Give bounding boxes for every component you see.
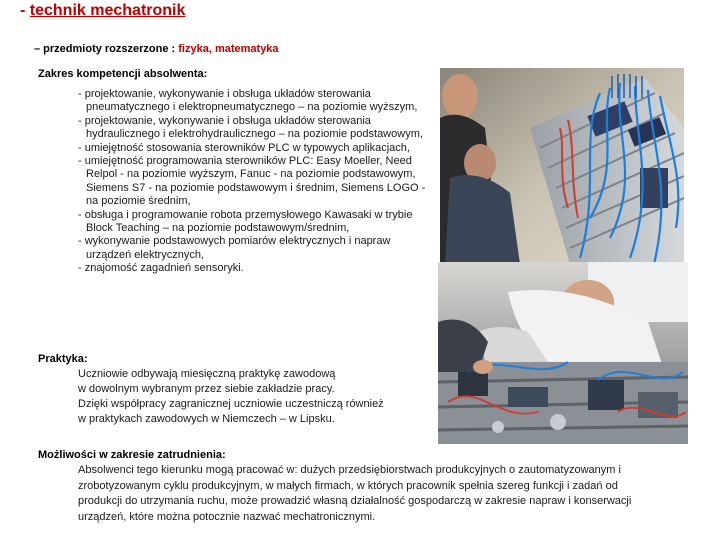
practice-text (78, 367, 428, 427)
list-item: - projektowanie, wykonywanie i obsługa układów sterowania hydraulicznego i elektrohydraulicznego – na poziomie podstawowym, (78, 114, 423, 141)
competence-list (78, 88, 428, 276)
photo-pneumatic-panel (440, 68, 684, 264)
page-title (20, 2, 185, 20)
title-text: technik mechatronik (29, 2, 186, 19)
subtitle-prefix: – przedmioty rozszerzone : (34, 43, 179, 55)
subtitle-highlight: fizyka, matematyka (178, 43, 279, 55)
list-item: - umiejętność programowania sterowników PLC: Easy Moeller, Need Relpol - na poziomie wyższym, Fanuc - na poziomie podstawowym, Siemens S7 - na poziomie podstawowym i średnim, Siemens LOGO - na poziomie średnim, (78, 155, 426, 208)
employment-text (78, 463, 698, 525)
employment-line: produkcji do utrzymania ruchu, może prowadzić własną działalność gospodarczą w zakresie napraw i konserwacji (78, 495, 632, 507)
subtitle (34, 43, 279, 55)
photo-mechatronic-station (438, 262, 688, 444)
employment-line: urządzeń, które można potocznie nazwać mechatronicznymi. (78, 510, 376, 523)
practice-line: w praktykach zawodowych w Niemczech – w Lipsku. (78, 413, 335, 425)
competence-heading: Zakres kompetencji absolwenta: (38, 68, 208, 80)
employment-heading: Możliwości w zakresie zatrudnienia: (38, 449, 226, 461)
practice-line: Dzięki współpracy zagranicznej uczniowie uczestniczą również (78, 398, 384, 410)
list-item: - znajomość zagadnień sensoryki. (78, 262, 244, 275)
list-item: - obsługa i programowanie robota przemysłowego Kawasaki w trybie Block Teaching – na poziomie podstawowym/średnim, (78, 208, 413, 235)
practice-line: w dowolnym wybranym przez siebie zakładzie pracy. (78, 383, 335, 395)
pneumatic-panel-illustration (440, 68, 684, 264)
list-item: - umiejętność stosowania sterowników PLC w typowych aplikacjach, (78, 141, 410, 154)
mechatronic-station-illustration (438, 262, 688, 444)
list-item: - wykonywanie podstawowych pomiarów elektrycznych i napraw urządzeń elektrycznych, (78, 235, 391, 261)
list-item: - projektowanie, wykonywanie i obsługa układów sterowania pneumatycznego i elektropneumatycznego – na poziomie wyższym, (78, 88, 418, 114)
title-dash: - (20, 2, 30, 19)
employment-line: Absolwenci tego kierunku mogą pracować w: dużych przedsiębiorstwach produkcyjnych o zautomatyzowanym i (78, 464, 621, 476)
practice-heading: Praktyka: (38, 353, 88, 365)
practice-line: Uczniowie odbywają miesięczną praktykę zawodową (78, 368, 336, 380)
employment-line: zrobotyzowanym cyklu produkcyjnym, w małych firmach, w których pracownik spełnia szereg funkcji i zadań od (78, 479, 618, 492)
